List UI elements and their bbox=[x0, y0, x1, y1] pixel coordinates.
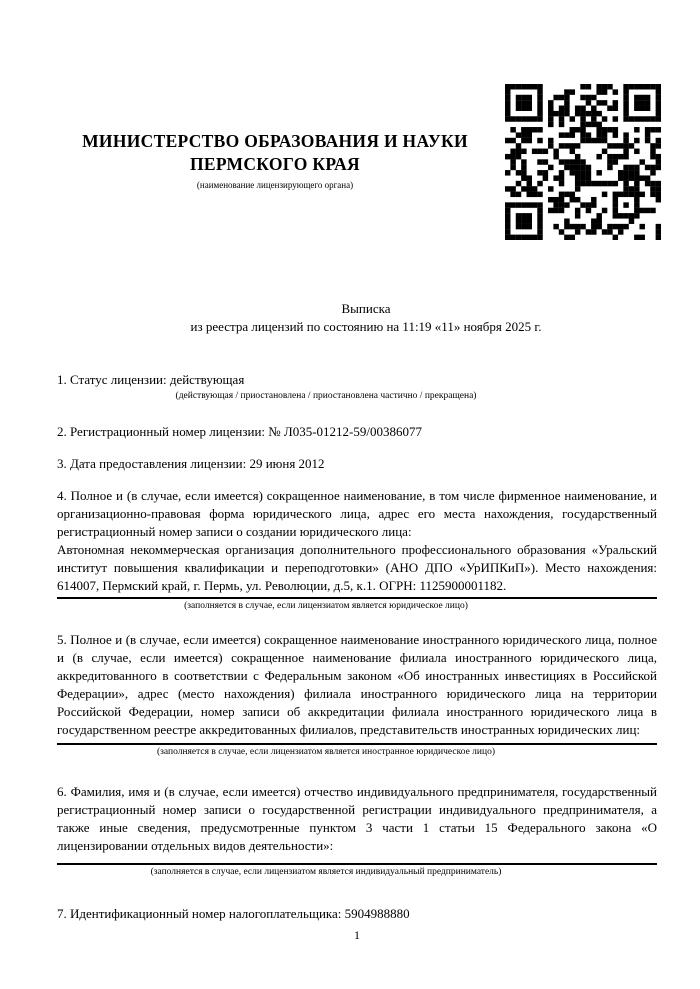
item-3-license-grant-date: 3. Дата предоставления лицензии: 29 июня 2012 bbox=[57, 456, 325, 471]
ministry-name-line1: МИНИСТЕРСТВО ОБРАЗОВАНИЯ И НАУКИ bbox=[82, 131, 468, 151]
document-body bbox=[57, 365, 657, 923]
field-rule-foreign-entity bbox=[57, 743, 657, 745]
licensing-authority-header bbox=[40, 130, 510, 191]
item-5-foreign-entity-label: 5. Полное и (в случае, если имеется) сокращенное наименование иностранного юридического лица, полное и (в случае, если имеется) сокращенное наименование филиала иностранного юридического лица, аккредитованного в соответствии с Федеральным законом «Об иностранных инвестициях в Российской Федерации», адрес (место нахождения) филиала иностранного юридического лица на территории Российской Федерации, номер записи об аккредитации филиала иностранного юридического лица в государственном реестре аккредитованных филиалов, представительств иностранных юридических лиц: bbox=[57, 632, 657, 737]
document-title bbox=[66, 300, 666, 336]
item-2-registration-number: 2. Регистрационный номер лицензии: № Л035-01212-59/00386077 bbox=[57, 424, 423, 439]
ministry-name-line2: ПЕРМСКОГО КРАЯ bbox=[190, 154, 360, 174]
ministry-name bbox=[40, 130, 510, 176]
item-1-license-status: 1. Статус лицензии: действующая bbox=[57, 372, 245, 387]
ministry-caption: (наименование лицензирующего органа) bbox=[196, 180, 354, 190]
item-6-note: (заполняется в случае, если лицензиатом является индивидуальный предприниматель) bbox=[150, 867, 502, 877]
item-4-legal-entity-label: 4. Полное и (в случае, если имеется) сокращенное наименование, в том числе фирменное наименование, и организационно-правовая форма юридического лица, адрес его места нахождения, государственный регистрационный номер записи о создании юридического лица: bbox=[57, 488, 657, 539]
page-number: 1 bbox=[354, 928, 360, 942]
item-4-note: (заполняется в случае, если лицензиатом является юридическое лицо) bbox=[184, 601, 468, 611]
item-7-taxpayer-id: 7. Идентификационный номер налогоплательщика: 5904988880 bbox=[57, 906, 410, 921]
document-title-line1: Выписка bbox=[341, 301, 391, 316]
item-4-legal-entity-value: Автономная некоммерческая организация дополнительного профессионального образования «Уральский институт повышения квалификации и переподготовки» (АНО ДПО «УрИПКиП»). Место нахождения: 614007, Пермский край, г. Пермь, ул. Революции, д.5, к.1. ОГРН: 1125900001182. bbox=[57, 542, 657, 593]
field-rule-legal-entity bbox=[57, 597, 657, 599]
qr-code-icon bbox=[505, 84, 661, 240]
document-title-line2: из реестра лицензий по состоянию на 11:19 «11» ноября 2025 г. bbox=[190, 319, 542, 334]
item-1-note: (действующая / приостановлена / приостановлена частично / прекращена) bbox=[175, 391, 477, 401]
item-5-note: (заполняется в случае, если лицензиатом является иностранное юридическое лицо) bbox=[157, 747, 495, 757]
item-6-individual-entrepreneur-label: 6. Фамилия, имя и (в случае, если имеется) отчество индивидуального предпринимателя, государственный регистрационный номер записи о государственной регистрации индивидуального предпринимателя, а также иные сведения, предусмотренные пунктом 3 части 1 статьи 15 Федерального закона «О лицензировании отдельных видов деятельности»: bbox=[57, 784, 657, 853]
field-rule-individual-entrepreneur bbox=[57, 863, 657, 865]
